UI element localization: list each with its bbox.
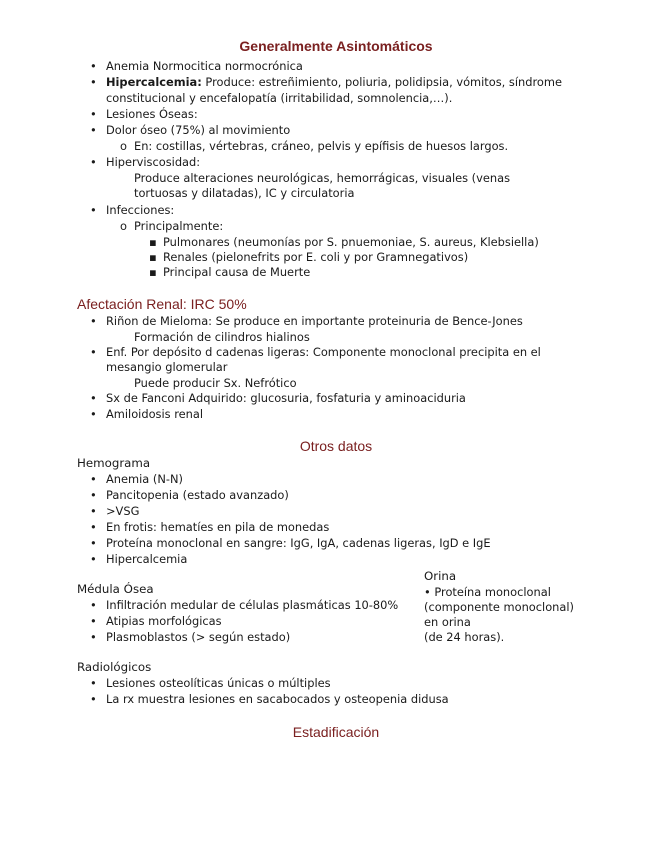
list-item-dolor: Dolor óseo (75%) al movimiento [106, 123, 291, 137]
bullet-icon: • [90, 488, 97, 502]
radiologicos-label: Radiológicos [77, 660, 152, 674]
bullet-icon: • [90, 155, 97, 169]
bullet-icon: • [90, 630, 97, 644]
bullet-icon: • [90, 536, 97, 550]
bullet-icon: • [90, 520, 97, 534]
section-title-estadificacion: Estadificación [292, 724, 380, 740]
list-item-amiloidosis: Amiloidosis renal [106, 407, 204, 421]
list-item: Lesiones osteolíticas únicas o múltiples [106, 676, 331, 690]
square-bullet-icon: ▪ [149, 265, 157, 279]
list-item-hipercalcemia [106, 75, 562, 90]
circle-bullet-icon: o [120, 139, 127, 153]
square-bullet-icon: ▪ [149, 235, 157, 249]
bullet-icon: • [90, 504, 97, 518]
list-item-infecciones: Infecciones: [106, 203, 175, 217]
list-item-principalmente: Principalmente: [134, 219, 224, 233]
bullet-icon: • [90, 59, 97, 73]
section-title-renal: Afectación Renal: IRC 50% [77, 296, 247, 312]
list-item: Plasmoblastos (> según estado) [106, 630, 291, 644]
section-title-otros: Otros datos [299, 438, 373, 454]
list-item: >VSG [106, 504, 140, 518]
bullet-icon: • [90, 203, 97, 217]
list-item-hiperviscosidad: Hiperviscosidad: [106, 155, 201, 169]
bullet-icon: • [90, 472, 97, 486]
bullet-icon: • [90, 598, 97, 612]
bullet-icon: • [90, 692, 97, 706]
list-item: En frotis: hematíes en pila de monedas [106, 520, 330, 534]
bullet-icon: • [90, 391, 97, 405]
enf-sub: Puede producir Sx. Nefrótico [134, 376, 297, 390]
bullet-icon: • [90, 123, 97, 137]
list-item-enf: Enf. Por depósito d cadenas ligeras: Componente monoclonal precipita en el [106, 345, 541, 359]
list-item-lesiones: Lesiones Óseas: [106, 107, 198, 121]
list-item: Hipercalcemia [106, 552, 188, 566]
orina-line: • Proteína monoclonal [424, 585, 551, 599]
orina-label: Orina [424, 569, 457, 583]
hipercalcemia-text-cont: constitucional y encefalopatía (irritabilidad, somnolencia,…). [106, 91, 453, 105]
list-item: Atipias morfológicas [106, 614, 222, 628]
bullet-icon: • [90, 75, 97, 89]
hiperviscosidad-text-cont: tortuosas y dilatadas), IC y circulatoria [134, 186, 355, 200]
hiperviscosidad-text: Produce alteraciones neurológicas, hemorrágicas, visuales (venas [134, 171, 511, 185]
square-bullet-icon: ▪ [149, 250, 157, 264]
bullet-icon: • [90, 107, 97, 121]
orina-line: (de 24 horas). [424, 630, 505, 644]
enf-cont: mesangio glomerular [106, 360, 228, 374]
hemograma-label: Hemograma [77, 456, 151, 470]
bullet-icon: • [90, 314, 97, 328]
bullet-icon: • [90, 345, 97, 359]
bullet-icon: • [90, 614, 97, 628]
bullet-icon: • [90, 676, 97, 690]
list-item-dolor-sub: En: costillas, vértebras, cráneo, pelvis y epífisis de huesos largos. [134, 139, 509, 153]
list-item: Anemia (N-N) [106, 472, 183, 486]
page-title: Generalmente Asintomáticos [239, 38, 433, 54]
list-item: Infiltración medular de células plasmáticas 10-80% [106, 598, 399, 612]
medula-label: Médula Ósea [77, 582, 154, 596]
bullet-icon: • [90, 552, 97, 566]
orina-line: (componente monoclonal) [424, 600, 574, 614]
list-item-fanconi: Sx de Fanconi Adquirido: glucosuria, fosfaturia y aminoaciduria [106, 391, 466, 405]
list-item: Proteína monoclonal en sangre: IgG, IgA, cadenas ligeras, IgD e IgE [106, 536, 491, 550]
list-item-causa: Principal causa de Muerte [163, 265, 311, 279]
list-item-rinon: Riñon de Mieloma: Se produce en importante proteinuria de Bence-Jones [106, 314, 523, 328]
list-item-anemia: Anemia Normocitica normocrónica [106, 59, 303, 73]
circle-bullet-icon: o [120, 219, 127, 233]
orina-line: en orina [424, 615, 471, 629]
bullet-icon: • [90, 407, 97, 421]
list-item: Pancitopenia (estado avanzado) [106, 488, 289, 502]
hipercalcemia-text: Produce: estreñimiento, poliuria, polidipsia, vómitos, síndrome [201, 75, 562, 89]
hipercalcemia-label: Hipercalcemia: [106, 75, 202, 89]
rinon-sub: Formación de cilindros hialinos [134, 330, 310, 344]
list-item-renales: Renales (pielonefrits por E. coli y por Gramnegativos) [163, 250, 469, 264]
list-item: La rx muestra lesiones en sacabocados y osteopenia didusa [106, 692, 449, 706]
list-item-pulmonares: Pulmonares (neumonías por S. pnuemoniae, S. aureus, Klebsiella) [163, 235, 539, 249]
